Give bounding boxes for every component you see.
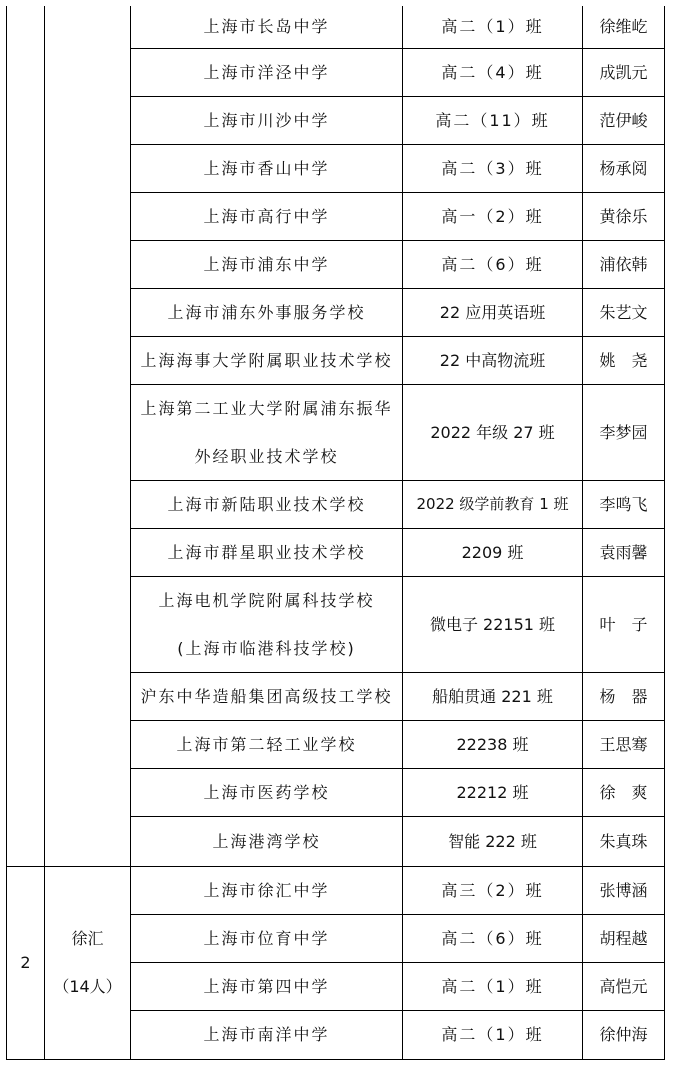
name-cell: 黄徐乐 (599, 206, 648, 226)
name-cell: 姚 尧 (599, 350, 648, 370)
class-cell: 智能 222 班 (448, 831, 537, 851)
class-cell: 高二（6）班 (441, 928, 544, 948)
name-cell: 浦依韩 (599, 254, 648, 274)
school-cell: 沪东中华造船集团高级技工学校 (140, 686, 393, 706)
school-cell: 上海市浦东外事服务学校 (167, 302, 366, 322)
class-cell: 高一（2）班 (441, 206, 544, 226)
class-cell: 高二（4）班 (441, 62, 544, 82)
name-cell: 李鸣飞 (599, 494, 648, 514)
name-cell: 徐维屹 (599, 17, 648, 37)
class-cell: 2022 年级 27 班 (430, 422, 555, 442)
name-cell: 杨 器 (599, 686, 648, 706)
table-bottom-border (6, 1059, 665, 1060)
class-cell: 船舶贯通 221 班 (432, 686, 553, 706)
school-cell: 上海市医药学校 (203, 782, 330, 802)
name-cell: 朱真珠 (599, 831, 648, 851)
school-name-line-2: 外经职业技术学校 (194, 446, 339, 466)
class-cell: 高二（1）班 (441, 17, 544, 37)
school-cell: 上海港湾学校 (212, 831, 321, 851)
name-cell: 范伊峻 (599, 110, 648, 130)
name-cell: 王思骞 (599, 734, 648, 754)
name-cell: 朱艺文 (599, 302, 648, 322)
district-name: 徐汇 (71, 929, 104, 948)
school-cell: 上海海事大学附属职业技术学校 (140, 350, 393, 370)
group-index-cell: 2 (20, 953, 31, 973)
school-name-line-2: (上海市临港科技学校) (177, 638, 356, 658)
class-cell: 22 中高物流班 (439, 350, 546, 370)
school-cell: 上海市第四中学 (203, 976, 330, 996)
district-cell (45, 867, 130, 1059)
school-cell: 上海市徐汇中学 (203, 880, 330, 900)
school-cell: 上海市新陆职业技术学校 (167, 494, 366, 514)
class-cell: 2209 班 (461, 542, 524, 562)
school-cell: 上海市川沙中学 (203, 110, 330, 130)
class-cell: 高二（11）班 (435, 110, 550, 130)
class-cell: 22 应用英语班 (439, 302, 546, 322)
school-cell: 上海市洋泾中学 (203, 62, 330, 82)
class-cell: 微电子 22151 班 (429, 614, 556, 634)
class-cell: 高二（3）班 (441, 158, 544, 178)
school-cell: 上海市群星职业技术学校 (167, 542, 366, 562)
school-name-line-1: 上海第二工业大学附属浦东振华 (140, 398, 393, 418)
district-count: （14人） (53, 977, 122, 996)
name-cell: 成凯元 (599, 62, 648, 82)
name-cell: 高恺元 (599, 976, 648, 996)
name-cell: 张博涵 (599, 880, 648, 900)
school-cell: 上海市高行中学 (203, 206, 330, 226)
class-cell: 高二（6）班 (441, 254, 544, 274)
class-cell: 22212 班 (456, 782, 529, 802)
name-cell: 杨承阅 (599, 158, 648, 178)
name-cell: 胡程越 (599, 928, 648, 948)
school-cell (131, 577, 402, 672)
name-cell: 徐 爽 (599, 782, 648, 802)
school-cell: 上海市位育中学 (203, 928, 330, 948)
class-cell: 高二（1）班 (441, 1025, 544, 1045)
class-cell: 2022 级学前教育 1 班 (416, 495, 569, 514)
school-cell: 上海市长岛中学 (203, 17, 330, 37)
school-cell: 上海市南洋中学 (203, 1025, 330, 1045)
school-cell: 上海市浦东中学 (203, 254, 330, 274)
name-cell: 李梦园 (599, 422, 648, 442)
col-border-right (664, 6, 665, 1060)
school-cell: 上海市第二轻工业学校 (176, 734, 357, 754)
name-cell: 叶 子 (599, 614, 648, 634)
name-cell: 袁雨馨 (599, 542, 648, 562)
school-name-line-1: 上海电机学院附属科技学校 (158, 590, 375, 610)
class-cell: 22238 班 (456, 734, 529, 754)
school-cell: 上海市香山中学 (203, 158, 330, 178)
school-cell (131, 385, 402, 480)
name-cell: 徐仲海 (599, 1025, 648, 1045)
class-cell: 高三（2）班 (441, 880, 544, 900)
class-cell: 高二（1）班 (441, 976, 544, 996)
